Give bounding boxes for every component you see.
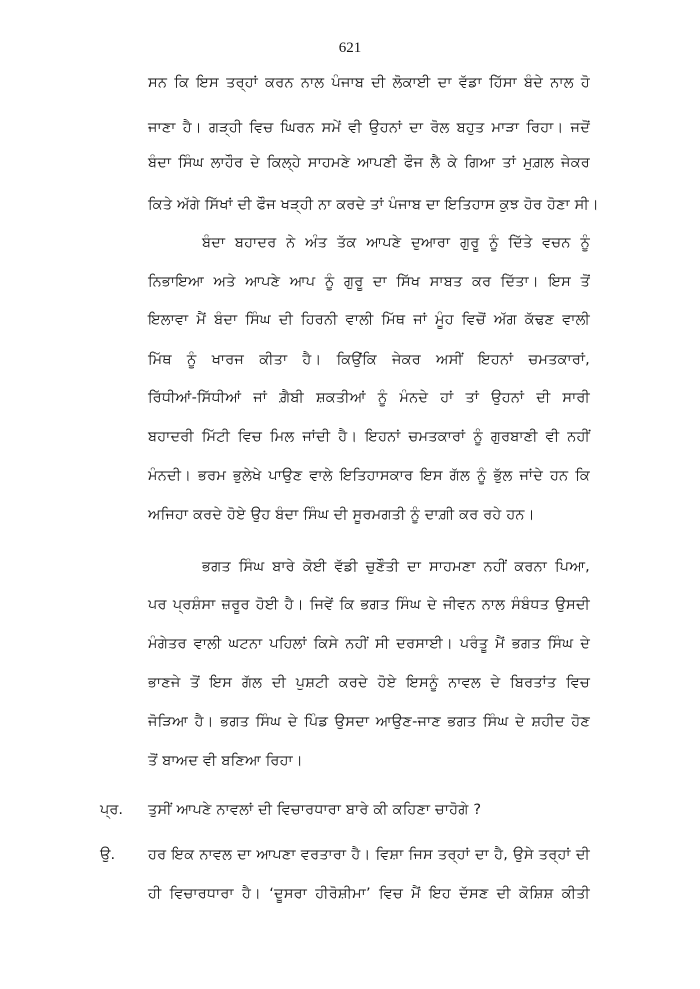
- text-line: ਮੰਗੇਤਰ ਵਾਲੀ ਘਟਨਾ ਪਹਿਲਾਂ ਕਿਸੇ ਨਹੀਂ ਸੀ ਦਰਸਾਈ। ਪਰੰਤੂ ਮੈਂ ਭਗਤ ਸਿੰਘ ਦੇ: [148, 636, 590, 652]
- text-line: ਭਾਣਜੇ ਤੋਂ ਇਸ ਗੱਲ ਦੀ ਪੁਸ਼ਟੀ ਕਰਦੇ ਹੋਏ ਇਸਨੂੰ ਨਾਵਲ ਦੇ ਬਿਰਤਾਂਤ ਵਿਚ: [148, 675, 590, 691]
- text-line: ਭਗਤ ਸਿੰਘ ਬਾਰੇ ਕੋਈ ਵੱਡੀ ਚੁਣੌਤੀ ਦਾ ਸਾਹਮਣਾ ਨਹੀਂ ਕਰਨਾ ਪਿਆ,: [202, 559, 590, 575]
- text-line: ਬੰਦਾ ਸਿੰਘ ਲਾਹੌਰ ਦੇ ਕਿਲ੍ਹੇ ਸਾਹਮਣੇ ਆਪਣੀ ਫੌਜ ਲੈ ਕੇ ਗਿਆ ਤਾਂ ਮੁਗ਼ਲ ਜੇਕਰ: [148, 155, 590, 171]
- text-line: ਮੰਨਦੀ। ਭਰਮ ਭੁਲੇਖੇ ਪਾਉਣ ਵਾਲੇ ਇਤਿਹਾਸਕਾਰ ਇਸ ਗੱਲ ਨੂੰ ਭੁੱਲ ਜਾਂਦੇ ਹਨ ਕਿ: [148, 468, 590, 484]
- text-line: ਬੰਦਾ ਬਹਾਦਰ ਨੇ ਅੰਤ ਤੱਕ ਆਪਣੇ ਦੁਆਰਾ ਗੁਰੂ ਨੂੰ ਦਿੱਤੇ ਵਚਨ ਨੂੰ: [202, 235, 590, 251]
- text-line: ਬਹਾਦਰੀ ਮਿੱਟੀ ਵਿਚ ਮਿਲ ਜਾਂਦੀ ਹੈ। ਇਹਨਾਂ ਚਮਤਕਾਰਾਂ ਨੂੰ ਗੁਰਬਾਣੀ ਵੀ ਨਹੀਂ: [148, 429, 590, 445]
- text-line: ਕਿਤੇ ਅੱਗੇ ਸਿੱਖਾਂ ਦੀ ਫੌਜ ਖੜ੍ਹੀ ਨਾ ਕਰਦੇ ਤਾਂ ਪੰਜਾਬ ਦਾ ਇਤਿਹਾਸ ਕੁਝ ਹੋਰ ਹੋਣਾ ਸੀ।: [148, 197, 599, 213]
- text-line: ਜਾਣਾ ਹੈ। ਗੜ੍ਹੀ ਵਿਚ ਘਿਰਨ ਸਮੇਂ ਵੀ ਉਹਨਾਂ ਦਾ ਰੋਲ ਬਹੁਤ ਮਾੜਾ ਰਿਹਾ। ਜਦੋਂ: [148, 120, 590, 136]
- text-line: ਸਨ ਕਿ ਇਸ ਤਰ੍ਹਾਂ ਕਰਨ ਨਾਲ ਪੰਜਾਬ ਦੀ ਲੋਕਾਈ ਦਾ ਵੱਡਾ ਹਿੱਸਾ ਬੰਦੇ ਨਾਲ ਹੋ: [148, 75, 590, 91]
- answer-label: ਉ.: [100, 847, 116, 863]
- text-line: ਮਿੱਥ ਨੂੰ ਖਾਰਜ ਕੀਤਾ ਹੈ। ਕਿਉਂਕਿ ਜੇਕਰ ਅਸੀਂ ਇਹਨਾਂ ਚਮਤਕਾਰਾਂ,: [148, 352, 590, 368]
- page-number: 621: [338, 40, 362, 56]
- text-line: ਰਿੱਧੀਆਂ-ਸਿੱਧੀਆਂ ਜਾਂ ਗ਼ੈਬੀ ਸ਼ਕਤੀਆਂ ਨੂੰ ਮੰਨਦੇ ਹਾਂ ਤਾਂ ਉਹਨਾਂ ਦੀ ਸਾਰੀ: [148, 390, 590, 406]
- question-label: ਪ੍ਰ.: [100, 802, 123, 818]
- answer-text: ਹੀ ਵਿਚਾਰਧਾਰਾ ਹੈ। ‘ਦੂਸਰਾ ਹੀਰੋਸ਼ੀਮਾ’ ਵਿਚ ਮੈਂ ਇਹ ਦੱਸਣ ਦੀ ਕੋਸ਼ਿਸ਼ ਕੀਤੀ: [148, 886, 590, 902]
- text-line: ਤੋਂ ਬਾਅਦ ਵੀ ਬਣਿਆ ਰਿਹਾ।: [148, 753, 303, 769]
- text-line: ਪਰ ਪ੍ਰਸ਼ੰਸਾ ਜ਼ਰੂਰ ਹੋਈ ਹੈ। ਜਿਵੇਂ ਕਿ ਭਗਤ ਸਿੰਘ ਦੇ ਜੀਵਨ ਨਾਲ ਸੰਬੰਧਤ ਉਸਦੀ: [148, 597, 590, 613]
- question-text: ਤੁਸੀਂ ਆਪਣੇ ਨਾਵਲਾਂ ਦੀ ਵਿਚਾਰਧਾਰਾ ਬਾਰੇ ਕੀ ਕਹਿਣਾ ਚਾਹੋਗੇ ?: [148, 802, 482, 818]
- answer-text: ਹਰ ਇਕ ਨਾਵਲ ਦਾ ਆਪਣਾ ਵਰਤਾਰਾ ਹੈ। ਵਿਸ਼ਾ ਜਿਸ ਤਰ੍ਹਾਂ ਦਾ ਹੈ, ਉਸੇ ਤਰ੍ਹਾਂ ਦੀ: [148, 847, 590, 863]
- text-line: ਨਿਭਾਇਆ ਅਤੇ ਆਪਣੇ ਆਪ ਨੂੰ ਗੁਰੂ ਦਾ ਸਿੱਖ ਸਾਬਤ ਕਰ ਦਿੱਤਾ। ਇਸ ਤੋਂ: [148, 274, 590, 290]
- text-line: ਇਲਾਵਾ ਮੈਂ ਬੰਦਾ ਸਿੰਘ ਦੀ ਹਿਰਨੀ ਵਾਲੀ ਮਿੱਥ ਜਾਂ ਮੂੰਹ ਵਿਚੋਂ ਅੱਗ ਕੱਢਣ ਵਾਲੀ: [148, 312, 590, 328]
- text-line: ਅਜਿਹਾ ਕਰਦੇ ਹੋਏ ਉਹ ਬੰਦਾ ਸਿੰਘ ਦੀ ਸੂਰਮਗਤੀ ਨੂੰ ਦਾਗ਼ੀ ਕਰ ਰਹੇ ਹਨ।: [148, 507, 535, 523]
- text-line: ਜੋੜਿਆ ਹੈ। ਭਗਤ ਸਿੰਘ ਦੇ ਪਿੰਡ ਉਸਦਾ ਆਉਣ-ਜਾਣ ਭਗਤ ਸਿੰਘ ਦੇ ਸ਼ਹੀਦ ਹੋਣ: [148, 714, 590, 730]
